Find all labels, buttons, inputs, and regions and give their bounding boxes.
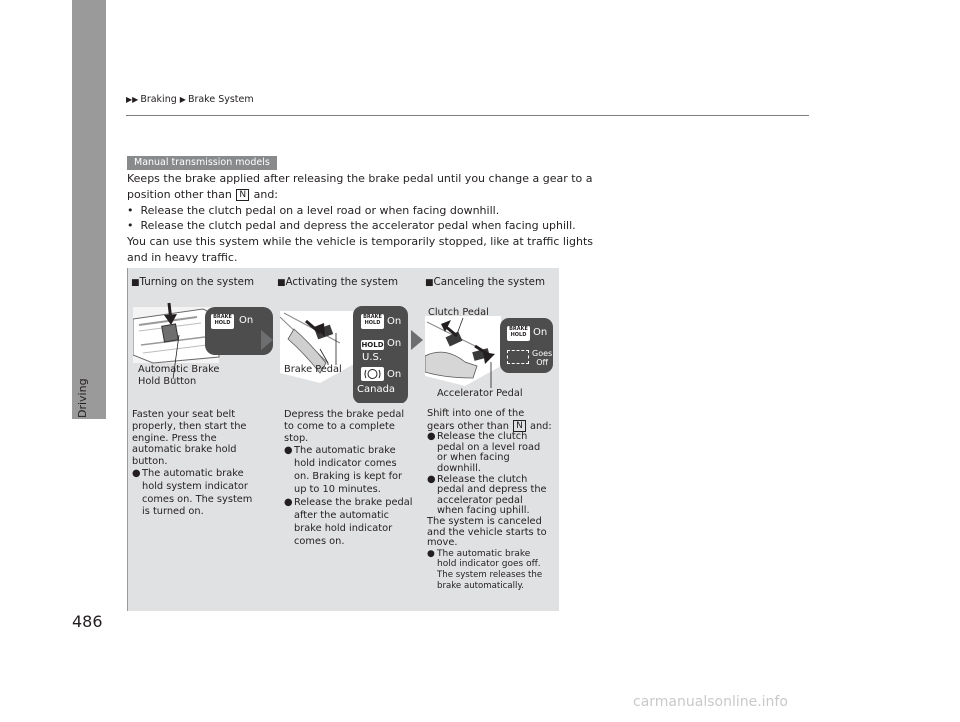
instruction-bullet — [284, 496, 413, 509]
callout-clutch-pedal: Clutch Pedal — [428, 307, 489, 318]
instruction-line: and the vehicle starts to — [427, 526, 547, 538]
bullet-text: is turned on. — [142, 506, 204, 518]
badge-text: BRAKE — [213, 314, 232, 320]
indicator-on-label: On — [387, 316, 402, 327]
intro-bullet: • Release the clutch pedal on a level road or when facing downhill. — [127, 203, 500, 217]
bullet-text: pedal on a level road — [437, 441, 541, 453]
bullet-icon: ● — [284, 445, 293, 457]
bullet-text: The automatic brake — [437, 548, 531, 559]
brake-hold-indicator-icon — [507, 326, 530, 341]
bullet-text: when facing uphill. — [437, 505, 530, 517]
instruction-line: Fasten your seat belt — [132, 409, 236, 420]
goes-off-text: Goes — [532, 349, 553, 358]
section-heading-canceling — [425, 276, 545, 288]
bullet-text: Release the brake pedal — [294, 497, 413, 509]
step-arrow-icon — [261, 330, 275, 350]
note-text: brake automatically. — [437, 580, 525, 591]
breadcrumb-item: Brake System — [187, 94, 254, 105]
badge-text: HOLD — [214, 319, 231, 326]
intro-line: and in heavy traffic. — [127, 250, 238, 264]
indicator-off-icon — [507, 350, 529, 364]
square-bullet-icon: ■ — [425, 278, 434, 288]
bullet-text: Release the clutch — [437, 431, 528, 443]
gear-n-key: N — [513, 420, 526, 432]
instruction-line: stop. — [284, 432, 309, 444]
heading-text: Activating the system — [285, 276, 398, 288]
breadcrumb — [126, 94, 254, 105]
instruction-bullet — [284, 444, 413, 457]
bullet-text: hold indicator comes — [294, 458, 397, 470]
callout-text: Hold Button — [138, 375, 197, 387]
intro-bullet-text: Release the clutch pedal on a level road or when facing downhill. — [140, 203, 500, 217]
breadcrumb-arrow-icon: ▶▶ — [126, 95, 139, 104]
instruction-line: Shift into one of the — [427, 408, 525, 419]
bullet-text: up to 10 minutes. — [294, 484, 381, 496]
indicator-on-label: On — [239, 315, 254, 326]
header-divider — [126, 115, 809, 116]
intro-line: You can use this system while the vehicle is temporarily stopped, like at traffic lights — [127, 235, 594, 249]
bullet-text: comes on. The system — [142, 493, 253, 505]
indicator-on-label: On — [387, 369, 402, 380]
bullet-text: The automatic brake — [142, 467, 244, 479]
intro-bullet: • Release the clutch pedal and depress the accelerator pedal when facing uphill. — [127, 219, 576, 233]
bullet-text: hold indicator goes off. — [437, 559, 541, 570]
step-arrow-icon — [411, 330, 425, 350]
intro-bullet-text: Release the clutch pedal and depress the accelerator pedal when facing uphill. — [140, 219, 576, 233]
bullet-text: pedal and depress the — [437, 484, 547, 496]
bullet-icon: ● — [427, 431, 436, 443]
indicator-on-label: On — [387, 338, 402, 349]
section-heading-turning-on — [131, 276, 254, 288]
page-number: 486 — [72, 612, 103, 631]
gear-n-key: N — [236, 189, 249, 201]
intro-line — [127, 187, 593, 203]
instruction-bullet — [427, 549, 552, 560]
badge-text: BRAKE — [509, 326, 528, 332]
activating-instructions — [284, 409, 413, 548]
bullet-icon: ● — [284, 497, 293, 509]
intro-text: position other than — [127, 187, 232, 201]
bullet-icon: ● — [427, 473, 436, 485]
bullet-text: hold system indicator — [142, 480, 248, 492]
intro-text: and: — [253, 187, 279, 201]
region-us-label: U.S. — [362, 352, 383, 363]
brake-hold-canada-icon — [361, 367, 384, 381]
bullet-text: The automatic brake — [294, 445, 396, 457]
heading-text: Turning on the system — [139, 276, 255, 288]
callout-brake-pedal: Brake Pedal — [284, 364, 342, 375]
bullet-text: accelerator pedal — [437, 494, 523, 506]
bullet-text: on. Braking is kept for — [294, 471, 403, 483]
square-bullet-icon: ■ — [277, 278, 286, 288]
breadcrumb-item: Braking — [140, 94, 177, 105]
instruction-text: gears other than — [427, 420, 509, 432]
model-tag: Manual transmission models — [127, 156, 277, 170]
section-heading-activating — [277, 276, 398, 288]
chapter-label: Driving — [76, 378, 89, 418]
goes-off-label — [532, 349, 552, 367]
canceling-instructions — [427, 409, 552, 591]
chapter-side-tab — [72, 0, 106, 419]
square-bullet-icon: ■ — [131, 278, 140, 288]
instruction-line: button. — [132, 456, 168, 468]
brake-hold-indicator-icon — [361, 314, 384, 329]
note-text: The system releases the — [437, 569, 543, 580]
indicator-on-label: On — [533, 327, 548, 338]
breadcrumb-arrow-icon: ▶ — [179, 95, 186, 104]
instruction-line: automatic brake hold — [132, 444, 237, 456]
heading-text: Canceling the system — [433, 276, 545, 288]
intro-paragraph — [127, 171, 593, 266]
badge-text: HOLD — [364, 319, 381, 326]
badge-text: HOLD — [510, 331, 527, 338]
instruction-text: and: — [529, 420, 552, 432]
watermark: carmanualsonline.info — [633, 694, 788, 710]
callout-automatic-brake-hold-button — [138, 364, 219, 387]
callout-accelerator-pedal: Accelerator Pedal — [437, 388, 523, 399]
turning-on-instructions — [132, 409, 252, 519]
bullet-text: or when facing — [437, 452, 510, 464]
instruction-line: to come to a complete — [284, 420, 395, 432]
region-canada-label: Canada — [357, 384, 396, 395]
callout-text: Automatic Brake — [138, 364, 220, 375]
brake-hold-indicator-icon — [211, 314, 234, 329]
badge-text: BRAKE — [363, 314, 382, 320]
bullet-text: comes on. — [294, 536, 345, 548]
bullet-icon: ● — [427, 548, 435, 559]
instruction-line: Depress the brake pedal — [284, 409, 405, 420]
instruction-line: engine. Press the — [132, 432, 217, 444]
instruction-bullet — [132, 468, 252, 481]
instruction-line: properly, then start the — [132, 420, 247, 432]
hold-indicator-icon: HOLD — [361, 341, 384, 349]
intro-line: Keeps the brake applied after releasing the brake pedal until you change a gear to a — [127, 172, 593, 185]
bullet-icon: ● — [132, 467, 141, 479]
bullet-text: brake hold indicator — [294, 523, 393, 535]
bullet-text: after the automatic — [294, 510, 390, 522]
bullet-text: downhill. — [437, 462, 481, 474]
instruction-line: move. — [427, 537, 458, 549]
bullet-text: Release the clutch — [437, 473, 528, 485]
instruction-line: The system is canceled — [427, 515, 542, 527]
goes-off-text: Off — [536, 358, 548, 367]
